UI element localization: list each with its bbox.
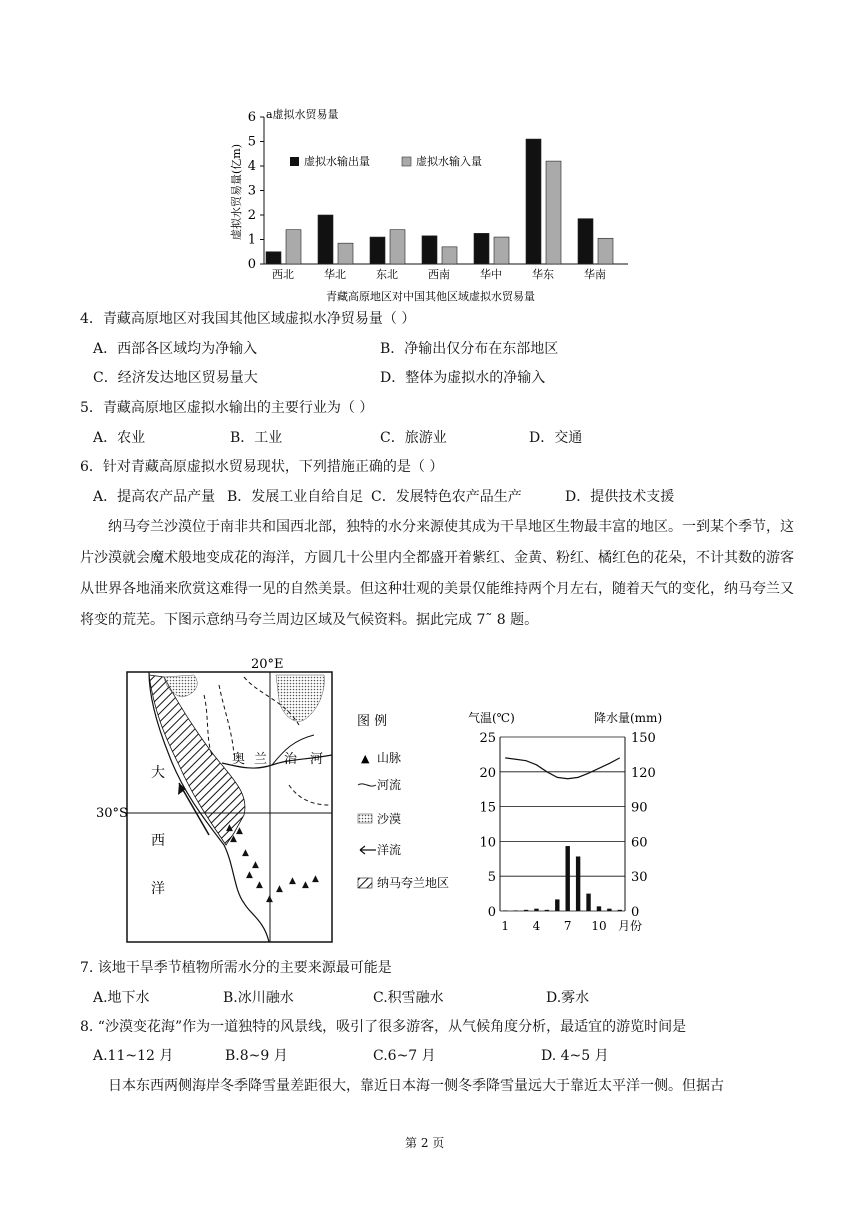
precip-tick-label: 90 <box>631 800 648 816</box>
svg-text:▲: ▲ <box>236 826 243 836</box>
chart-title: a虚拟水贸易量 <box>266 108 339 121</box>
q5-option-a: A．农业 <box>93 430 146 446</box>
bar-input <box>286 230 301 264</box>
bar-output <box>370 237 385 264</box>
temp-tick-label: 25 <box>479 731 496 746</box>
svg-text:▲: ▲ <box>246 870 253 880</box>
climate-chart <box>460 705 680 940</box>
question-8-stem: 8. “沙漠变花海”作为一道独特的风景线，吸引了很多游客，从气候角度分析，最适宜的游览时间是 <box>80 1019 687 1035</box>
precip-bar <box>566 846 570 911</box>
precip-tick-label: 60 <box>631 835 648 851</box>
bar-input <box>390 230 405 264</box>
precip-bar <box>586 894 590 911</box>
q5-option-d: D．交通 <box>529 430 583 446</box>
precip-tick-label: 150 <box>631 731 656 746</box>
q8-option-c: C.6~7 月 <box>373 1048 436 1064</box>
precip-tick-label: 0 <box>631 905 640 920</box>
q7-option-c: C.积雪融水 <box>373 990 444 1006</box>
svg-text:▲: ▲ <box>256 880 263 890</box>
x-tick-label: 华南 <box>584 268 606 281</box>
q8-option-b: B.8~9 月 <box>225 1048 288 1064</box>
x-tick-label: 西南 <box>428 268 450 281</box>
precip-bar <box>524 910 528 911</box>
q5-option-b: B．工业 <box>230 430 283 446</box>
bar-input <box>546 161 561 264</box>
bar-input <box>338 243 353 264</box>
legend-mountain: 山脉 <box>377 751 402 765</box>
bar-output <box>474 233 489 264</box>
bar-output <box>266 252 281 264</box>
x-tick-label: 东北 <box>376 268 398 281</box>
legend-title: 图 例 <box>357 714 388 729</box>
temp-tick-label: 15 <box>479 800 496 816</box>
q7-option-b: B.冰川融水 <box>223 990 294 1006</box>
svg-text:▲: ▲ <box>252 860 259 870</box>
q7-option-a: A.地下水 <box>93 990 150 1006</box>
current-icon <box>360 846 376 854</box>
temp-tick-label: 0 <box>487 905 496 920</box>
temp-axis-label: 气温(℃) <box>468 711 515 725</box>
legend-output: 虚拟水输出量 <box>304 155 370 168</box>
temp-tick-label: 5 <box>487 870 496 886</box>
river-char-4: 河 <box>310 752 324 767</box>
svg-text:▲: ▲ <box>289 876 296 886</box>
y-tick-label: 5 <box>247 134 256 150</box>
y-tick-label: 4 <box>247 159 256 174</box>
q6-option-a: A．提高农产品产量 <box>93 489 216 505</box>
precip-axis-label: 降水量(mm) <box>594 711 663 725</box>
svg-text:▲: ▲ <box>266 894 273 904</box>
q6-option-d: D．提供技术支援 <box>565 489 675 505</box>
y-tick-label: 1 <box>247 232 256 248</box>
x-tick-label: 华东 <box>532 268 554 281</box>
month-tick-label: 10 <box>591 919 607 933</box>
q8-option-a: A.11~12 月 <box>93 1048 174 1064</box>
legend-current: 洋流 <box>377 843 402 857</box>
mountain-icon: ▲ <box>361 752 370 765</box>
ocean-char-3: 洋 <box>151 881 165 897</box>
precip-tick-label: 120 <box>631 765 656 781</box>
month-tick-label: 1 <box>501 919 510 933</box>
svg-text:▲: ▲ <box>302 880 309 890</box>
precip-bar <box>503 910 507 911</box>
month-unit: 月份 <box>618 919 643 933</box>
parallel-label: 30°S <box>96 806 128 821</box>
river-char-2: 兰 <box>254 752 268 767</box>
passage-japan: 日本东西两侧海岸冬季降雪量差距很大，靠近日本海一侧冬季降雪量远大于靠近太平洋一侧。但据古 <box>108 1078 724 1094</box>
legend-swatch-output <box>290 157 299 166</box>
chart-caption: 青藏高原地区对中国其他区域虚拟水贸易量 <box>326 290 535 303</box>
precip-bar <box>597 906 601 911</box>
precip-bar <box>576 856 580 911</box>
legend-input: 虚拟水输入量 <box>416 155 482 168</box>
precip-bar <box>555 899 559 911</box>
bar-input <box>442 247 457 264</box>
question-7-stem: 7. 该地干旱季节植物所需水分的主要来源最可能是 <box>80 960 392 976</box>
y-tick-label: 3 <box>247 183 256 199</box>
river-char-3: 治 <box>284 752 298 767</box>
q6-option-c: C．发展特色农产品生产 <box>371 489 522 505</box>
q6-option-b: B．发展工业自给自足 <box>227 489 364 505</box>
question-5-stem: 5．青藏高原地区虚拟水输出的主要行业为（ ） <box>80 400 374 416</box>
bar-input <box>598 238 613 264</box>
x-tick-label: 华中 <box>480 268 502 281</box>
passage-namaqualand: 纳马夸兰沙漠位于南非共和国西北部，独特的水分来源使其成为干旱地区生物最丰富的地区。一到某个季节，这片沙漠就会魔术般地变成花的海洋，方圆几十公里内全都盛开着紫红、金黄、粉红、橘红色的花朵，不计其数的游客从世界各地涌来欣赏这难得一见的自然美景。但这种壮观的美景仅能维持两个月左右，随着天气的变化，纳马夸兰又将变的荒芜。下图示意纳马夸兰周边区域及气候资料。据此完成 7˜ 8 题。 <box>80 519 794 628</box>
x-tick-label: 西北 <box>272 268 294 281</box>
q4-option-d: D．整体为虚拟水的净输入 <box>380 370 546 386</box>
precip-bar <box>513 910 517 911</box>
question-4-stem: 4．青藏高原地区对我国其他区域虚拟水净贸易量（ ） <box>80 311 416 327</box>
legend-namaqualand: 纳马夸兰地区 <box>377 876 450 890</box>
namaqualand-map <box>96 655 476 945</box>
precip-bar <box>545 910 549 911</box>
legend-swatch-input <box>402 157 411 166</box>
q4-option-c: C．经济发达地区贸易量大 <box>93 370 258 386</box>
precip-bar <box>618 910 622 911</box>
legend-river: 河流 <box>377 778 402 792</box>
bar-output <box>526 139 541 264</box>
q4-option-a: A．西部各区域均为净输入 <box>93 341 258 357</box>
bar-input <box>494 237 509 264</box>
bar-output <box>422 236 437 264</box>
bar-output <box>318 215 333 264</box>
y-tick-label: 6 <box>247 110 256 125</box>
temp-tick-label: 10 <box>479 835 496 851</box>
desert-icon <box>358 814 372 823</box>
precip-tick-label: 30 <box>631 870 648 886</box>
page-footer: 第 2 页 <box>405 1136 445 1150</box>
precip-bar <box>534 909 538 911</box>
q7-option-d: D.雾水 <box>546 990 590 1006</box>
legend-desert: 沙漠 <box>377 812 402 826</box>
question-6-stem: 6．针对青藏高原虚拟水贸易现状，下列措施正确的是（ ） <box>80 459 444 475</box>
chart-ylabel: 虚拟水贸易量(亿m) <box>230 143 243 240</box>
q8-option-d: D. 4~5 月 <box>541 1048 609 1064</box>
virtual-water-bar-chart <box>228 100 648 310</box>
river-char-1: 奥 <box>232 752 246 767</box>
temperature-curve <box>505 758 620 779</box>
svg-text:▲: ▲ <box>276 884 283 894</box>
river-icon <box>358 784 376 786</box>
x-tick-label: 华北 <box>324 268 346 281</box>
svg-text:▲: ▲ <box>226 823 233 833</box>
y-tick-label: 0 <box>247 257 256 272</box>
q5-option-c: C．旅游业 <box>380 430 447 446</box>
svg-text:▲: ▲ <box>312 874 319 884</box>
meridian-label: 20°E <box>251 657 284 672</box>
month-tick-label: 7 <box>563 919 572 933</box>
bar-output <box>578 219 593 264</box>
temp-tick-label: 20 <box>479 765 496 781</box>
namaqualand-icon <box>358 878 372 888</box>
q4-option-b: B．净输出仅分布在东部地区 <box>380 341 559 357</box>
precip-bar <box>607 909 611 911</box>
y-tick-label: 2 <box>247 208 256 223</box>
svg-text:▲: ▲ <box>242 848 249 858</box>
svg-text:▲: ▲ <box>230 834 237 844</box>
ocean-char-1: 大 <box>151 765 165 781</box>
month-tick-label: 4 <box>532 919 541 933</box>
ocean-char-2: 西 <box>151 833 165 849</box>
